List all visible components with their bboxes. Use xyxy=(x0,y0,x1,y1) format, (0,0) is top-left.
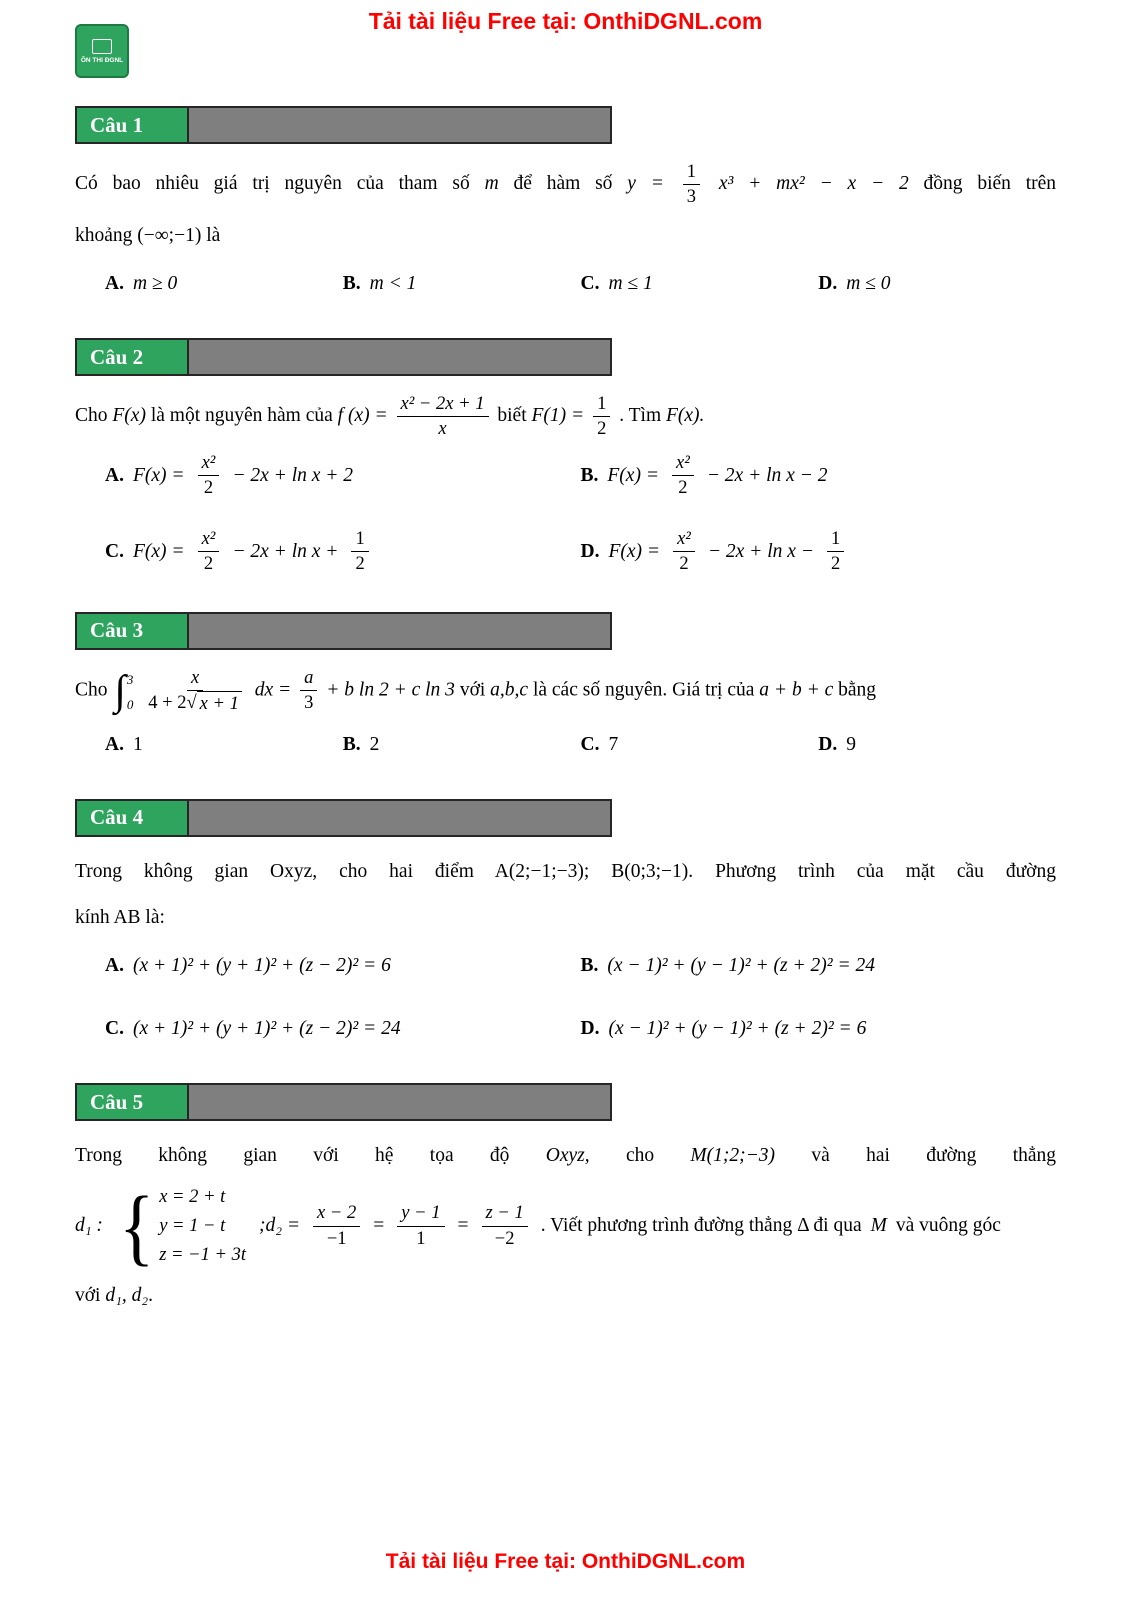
option-key: A. xyxy=(105,273,124,295)
fraction-denominator: 2 xyxy=(679,552,689,574)
option-key: B. xyxy=(580,465,599,487)
text-segment: . xyxy=(148,1285,154,1307)
fraction xyxy=(144,666,246,716)
question-2 xyxy=(75,332,1056,575)
question-5 xyxy=(75,1077,1056,1323)
text-segment: cho xyxy=(625,1145,655,1167)
option-key: A. xyxy=(105,733,124,755)
fraction xyxy=(300,666,317,715)
option-key: B. xyxy=(342,273,361,295)
fraction-numerator: x² xyxy=(198,451,220,476)
fraction xyxy=(198,451,220,500)
option-c xyxy=(105,1010,581,1047)
fraction-numerator: x² − 2x + 1 xyxy=(397,392,489,417)
math-eq: dx = xyxy=(254,679,292,701)
text-segment: với xyxy=(75,1285,101,1307)
fraction-denominator xyxy=(144,691,246,716)
fraction-denominator: −1 xyxy=(326,1227,347,1249)
text-segment: Cho xyxy=(75,679,108,701)
option-key: D. xyxy=(818,273,838,295)
option-text: m ≤ 1 xyxy=(608,273,653,295)
system-equations xyxy=(159,1186,246,1267)
fraction-numerator: x² xyxy=(673,527,695,552)
math-var: Oxyz, xyxy=(545,1145,590,1167)
option-b xyxy=(581,451,1057,500)
equation-system xyxy=(116,1178,246,1275)
text-segment: và hai đường thẳng xyxy=(811,1145,1057,1167)
fraction-numerator: x² xyxy=(672,451,694,476)
question-4-options xyxy=(105,947,1056,1047)
system-eq-2: y = 1 − t xyxy=(159,1215,226,1236)
option-text: m ≥ 0 xyxy=(132,273,178,295)
page-header xyxy=(75,0,1056,100)
square-root xyxy=(187,691,242,716)
text-segment: biết xyxy=(497,405,527,427)
question-1-text-line2: khoảng (−∞;−1) là xyxy=(75,225,221,247)
option-text: (x − 1)² + (y − 1)² + (z + 2)² = 24 xyxy=(607,954,875,976)
option-key: A. xyxy=(105,954,124,976)
option-key: A. xyxy=(105,465,124,487)
fraction-numerator: 1 xyxy=(351,527,368,552)
text-segment: với xyxy=(459,679,486,701)
question-3-options xyxy=(105,726,1056,763)
math-eq-lhs: y = xyxy=(627,173,664,195)
question-2-header xyxy=(75,338,612,376)
fraction-numerator: 1 xyxy=(683,160,700,185)
fraction xyxy=(683,160,700,209)
option-key: D. xyxy=(580,540,600,562)
option-d xyxy=(818,726,1056,763)
question-2-title-redacted xyxy=(189,340,610,374)
integral-limits xyxy=(127,667,134,715)
option-eq-lhs: F(x) = xyxy=(608,540,661,562)
math-var: d₁, d₂ xyxy=(105,1285,149,1307)
text-segment: . Tìm xyxy=(619,405,662,427)
question-3-text xyxy=(75,666,1056,716)
option-text: − 2x + ln x + 2 xyxy=(232,465,354,487)
fraction-numerator: x xyxy=(187,666,203,691)
question-3-title-redacted xyxy=(189,614,610,648)
fraction-denominator: 3 xyxy=(304,692,314,714)
math-var: a + b + c xyxy=(759,679,834,701)
fraction-numerator: 1 xyxy=(593,392,610,417)
option-text: 2 xyxy=(369,733,380,755)
question-2-options xyxy=(105,451,1056,575)
text-segment: đồng biến trên xyxy=(923,173,1057,195)
d1-label: d₁ : xyxy=(75,1215,103,1237)
fraction-numerator: z − 1 xyxy=(482,1201,528,1226)
option-c xyxy=(581,726,819,763)
option-a xyxy=(105,726,343,763)
question-5-text-line3 xyxy=(75,1277,1056,1315)
radical-sign-icon: √ xyxy=(186,691,197,713)
fraction xyxy=(672,451,694,500)
option-eq-lhs: F(x) = xyxy=(132,465,185,487)
question-1-text-line1 xyxy=(75,160,1056,209)
option-d xyxy=(581,1010,1057,1047)
logo-emblem-icon xyxy=(92,39,112,54)
fraction-denominator: 2 xyxy=(597,418,607,440)
question-5-header xyxy=(75,1083,612,1121)
integral-sign-icon: ∫ xyxy=(114,667,126,714)
math-var: F(x) xyxy=(112,405,146,427)
question-1-header xyxy=(75,106,612,144)
fraction xyxy=(313,1201,360,1250)
fraction-denominator: 2 xyxy=(830,552,841,574)
d2-label: ;d₂ = xyxy=(258,1215,301,1237)
option-key: C. xyxy=(105,540,124,562)
equals-sign: = xyxy=(457,1215,469,1237)
option-text: − 2x + ln x + xyxy=(232,540,339,562)
radicand: x + 1 xyxy=(197,691,242,716)
fraction-denominator: x xyxy=(438,418,447,440)
math-var: a,b,c xyxy=(490,679,529,701)
option-key: C. xyxy=(580,733,600,755)
fraction xyxy=(482,1201,528,1250)
question-4 xyxy=(75,793,1056,1047)
fraction-denominator: 2 xyxy=(203,477,214,499)
text-segment: Cho xyxy=(75,405,108,427)
fraction xyxy=(673,527,695,576)
fraction-numerator: y − 1 xyxy=(397,1201,444,1226)
option-a xyxy=(105,451,581,500)
fraction-denominator: 3 xyxy=(686,186,696,208)
option-text: (x + 1)² + (y + 1)² + (z − 2)² = 24 xyxy=(132,1017,401,1039)
math-var: M xyxy=(870,1215,887,1237)
option-text: m ≤ 0 xyxy=(846,273,891,295)
math-eq-rhs: x³ + mx² − x − 2 xyxy=(718,173,909,195)
fraction-denominator: 1 xyxy=(416,1227,426,1249)
fraction-denominator: 2 xyxy=(203,552,214,574)
question-1-label: Câu 1 xyxy=(77,108,189,142)
text-segment: 4 + 2 xyxy=(148,691,187,713)
option-text: 9 xyxy=(846,733,856,755)
option-text: (x + 1)² + (y + 1)² + (z − 2)² = 6 xyxy=(132,954,391,976)
math-eq-lhs: f (x) = xyxy=(337,405,388,427)
fraction xyxy=(827,527,844,576)
fraction-numerator: x − 2 xyxy=(313,1201,360,1226)
question-3-header xyxy=(75,612,612,650)
header-banner: Tải tài liệu Free tại: OnthiDGNL.com xyxy=(368,8,763,34)
option-key: B. xyxy=(342,733,361,755)
system-eq-3: z = −1 + 3t xyxy=(159,1245,246,1266)
equals-sign: = xyxy=(373,1215,385,1237)
question-5-text-line1 xyxy=(75,1137,1056,1175)
question-4-label: Câu 4 xyxy=(77,801,189,835)
fraction-numerator: x² xyxy=(198,527,220,552)
option-key: D. xyxy=(818,733,838,755)
option-text: − 2x + ln x − xyxy=(707,540,814,562)
text-segment: bằng xyxy=(838,679,877,701)
fraction-numerator: 1 xyxy=(827,527,844,552)
question-1 xyxy=(75,100,1056,302)
question-3-label: Câu 3 xyxy=(77,614,189,648)
math-eq: + b ln 2 + c ln 3 xyxy=(326,679,455,701)
fraction xyxy=(351,527,368,576)
text-segment: và vuông góc xyxy=(895,1215,1001,1237)
fraction-denominator: −2 xyxy=(494,1227,515,1249)
option-d xyxy=(581,527,1057,576)
question-4-title-redacted xyxy=(189,801,610,835)
question-4-text-line2: kính AB là: xyxy=(75,906,165,928)
option-text: 1 xyxy=(132,733,143,755)
question-1-title-redacted xyxy=(189,108,610,142)
question-5-label: Câu 5 xyxy=(77,1085,189,1119)
option-text: − 2x + ln x − 2 xyxy=(706,465,828,487)
text-segment: là một nguyên hàm của xyxy=(150,405,333,427)
integral-upper-limit: 3 xyxy=(126,671,134,687)
fraction-numerator: a xyxy=(300,666,317,691)
system-eq-1: x = 2 + t xyxy=(159,1186,226,1207)
footer-banner: Tải tài liệu Free tại: OnthiDGNL.com xyxy=(385,1550,746,1573)
question-1-options xyxy=(105,265,1056,302)
fraction xyxy=(397,1201,444,1250)
question-5-title-redacted xyxy=(189,1085,610,1119)
question-4-text-line1: Trong không gian Oxyz, cho hai điểm A(2;−1;−3); B(0;3;−1). Phương trình của mặt cầu đường xyxy=(75,860,1056,882)
integral-lower-limit: 0 xyxy=(126,697,134,713)
text-segment: Có bao nhiêu giá trị nguyên của tham số xyxy=(75,173,470,195)
text-segment: là các số nguyên. Giá trị của xyxy=(532,679,755,701)
math-var: M(1;2;−3) xyxy=(690,1145,776,1167)
question-3 xyxy=(75,606,1056,763)
math-eq-lhs: F(1) = xyxy=(531,405,585,427)
left-brace-icon: { xyxy=(119,1178,155,1275)
question-2-text xyxy=(75,392,1056,441)
text-segment: để hàm số xyxy=(513,173,613,195)
option-a xyxy=(105,947,581,984)
option-key: D. xyxy=(580,1017,600,1039)
question-2-label: Câu 2 xyxy=(77,340,189,374)
option-d xyxy=(818,265,1056,302)
option-c xyxy=(581,265,819,302)
option-a xyxy=(105,265,343,302)
option-text: m < 1 xyxy=(369,273,417,295)
fraction xyxy=(397,392,489,441)
option-key: C. xyxy=(105,1017,124,1039)
option-key: B. xyxy=(580,954,599,976)
text-segment: Trong không gian với hệ tọa độ xyxy=(75,1145,510,1167)
question-5-formula-line xyxy=(75,1178,1056,1275)
math-var: F(x). xyxy=(666,405,705,427)
option-b xyxy=(581,947,1057,984)
option-eq-lhs: F(x) = xyxy=(607,465,659,487)
option-b xyxy=(343,726,581,763)
option-eq-lhs: F(x) = xyxy=(132,540,185,562)
option-text: (x − 1)² + (y − 1)² + (z + 2)² = 6 xyxy=(608,1017,867,1039)
fraction xyxy=(198,527,220,576)
logo-text: ÔN THI ĐGNL xyxy=(80,56,124,64)
fraction xyxy=(593,392,610,441)
text-segment: . Viết phương trình đường thẳng Δ đi qua xyxy=(540,1215,862,1237)
option-text: 7 xyxy=(608,733,619,755)
fraction-denominator: 2 xyxy=(355,552,365,574)
fraction-denominator: 2 xyxy=(678,477,688,499)
integral-symbol xyxy=(114,667,133,715)
option-b xyxy=(343,265,581,302)
option-key: C. xyxy=(580,273,600,295)
question-4-header xyxy=(75,799,612,837)
option-c xyxy=(105,527,581,576)
math-var: m xyxy=(484,173,499,195)
